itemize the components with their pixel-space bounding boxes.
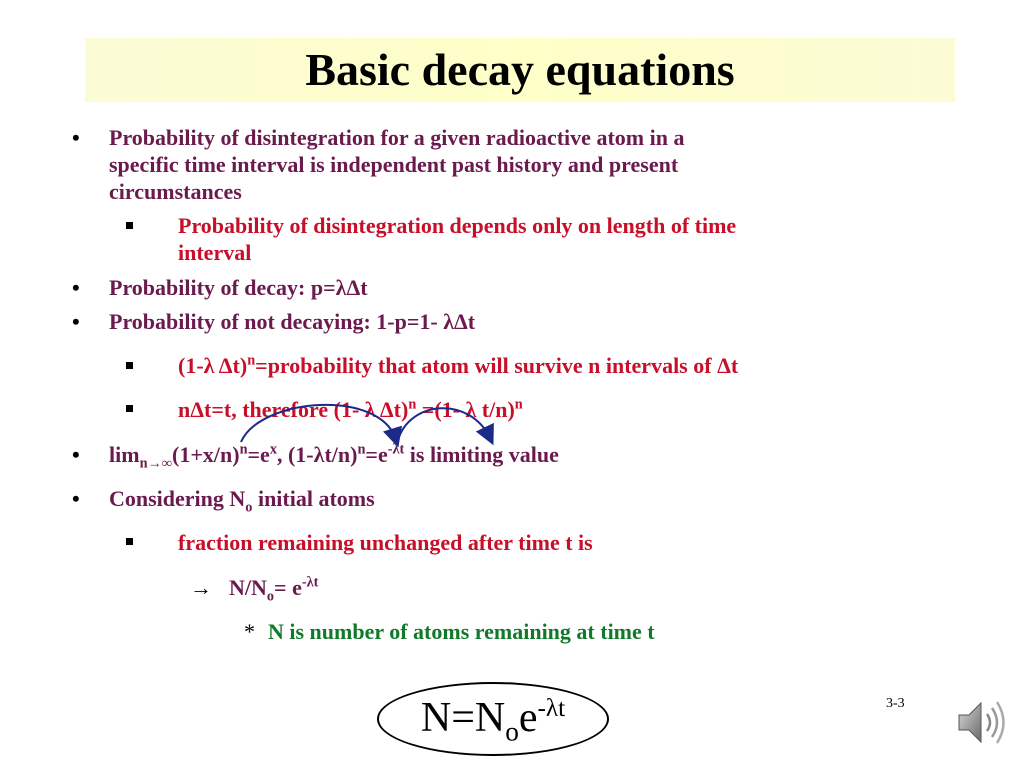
bullet-dot: •: [72, 275, 80, 300]
bullet-1-line-1: Probability of disintegration for a given radioactive atom in a: [109, 125, 685, 150]
bullet-4-d: =e: [365, 442, 388, 467]
bullet-2-formula: λΔt: [335, 275, 368, 300]
bullet-2-text: Probability of decay: p=: [109, 275, 336, 300]
arrow-line-sub: o: [266, 588, 275, 605]
asterisk-icon: *: [244, 619, 255, 644]
bullet-4-a: (1+x/n): [172, 442, 240, 467]
sub-bullet-2-a: (1-λ Δt): [178, 353, 248, 378]
bullet-dot: •: [72, 486, 80, 511]
bullet-4: [109, 441, 559, 472]
arrow-line-a: N/N: [229, 575, 267, 600]
bullet-4-b: =e: [247, 442, 270, 467]
formula-sup: -λt: [537, 695, 566, 722]
sub-bullet-3: [178, 396, 523, 423]
arrow-line-b: = e: [274, 575, 302, 600]
bullet-4-exp-2: x: [269, 441, 277, 458]
bullet-4-lim-sub: n→∞: [139, 455, 173, 472]
bullet-5: [109, 485, 375, 516]
page-number: 3-3: [886, 696, 905, 711]
sub-bullet-2-b: =probability that atom will survive n intervals of Δt: [255, 353, 739, 378]
bullet-4-lim: lim: [109, 442, 140, 467]
sub-bullet-3-b: =(1- λ t/n): [416, 397, 515, 422]
sub-bullet-square: [126, 222, 133, 229]
sub-bullet-1-line-1: Probability of disintegration depends only on length of time: [178, 213, 737, 238]
arrow-line-exp: -λt: [301, 574, 319, 591]
formula-a: N=N: [420, 695, 506, 741]
bullet-3-formula: λΔt: [443, 309, 476, 334]
bullet-dot: •: [72, 125, 80, 150]
bullet-3: [109, 308, 475, 335]
bullet-4-exp-1: n: [239, 441, 248, 458]
sub-bullet-3-a: nΔt=t, therefore (1- λ Δt): [178, 397, 409, 422]
sub-bullet-1-line-2: interval: [178, 240, 252, 265]
arrow-line: [229, 574, 319, 605]
bullet-2: [109, 274, 368, 301]
bullet-4-exp-4: -λt: [387, 441, 405, 458]
bullet-5-a: Considering N: [109, 486, 246, 511]
main-formula: [377, 682, 609, 752]
sub-bullet-square: [126, 405, 133, 412]
sub-bullet-square: [126, 538, 133, 545]
sub-bullet-2: [178, 352, 738, 379]
sub-bullet-4: fraction remaining unchanged after time t is: [178, 530, 593, 555]
bullet-5-sub: o: [245, 499, 253, 516]
bullet-5-b: initial atoms: [252, 486, 375, 511]
sub-bullet-3-exp-2: n: [514, 396, 523, 413]
bullet-3-text: Probability of not decaying: 1-p=1-: [109, 309, 444, 334]
bullet-4-e: is limiting value: [404, 442, 559, 467]
formula-b: e: [518, 695, 538, 741]
formula-sub: o: [505, 716, 519, 747]
bullet-4-exp-3: n: [357, 441, 366, 458]
speaker-icon[interactable]: [955, 695, 1010, 750]
bullet-1-line-3: circumstances: [109, 179, 242, 204]
slide-title: Basic decay equations: [305, 44, 735, 95]
star-line-text: N is number of atoms remaining at time t: [268, 619, 655, 644]
sub-bullet-3-exp-1: n: [408, 396, 417, 413]
bullet-dot: •: [72, 309, 80, 334]
sub-bullet-2-exp: n: [247, 352, 256, 369]
bullet-1-line-2: specific time interval is independent past history and present: [109, 152, 679, 177]
bullet-4-c: , (1-λt/n): [276, 442, 358, 467]
bullet-dot: •: [72, 442, 80, 467]
arrow-right-icon: →: [190, 575, 212, 600]
sub-bullet-square: [126, 362, 133, 369]
